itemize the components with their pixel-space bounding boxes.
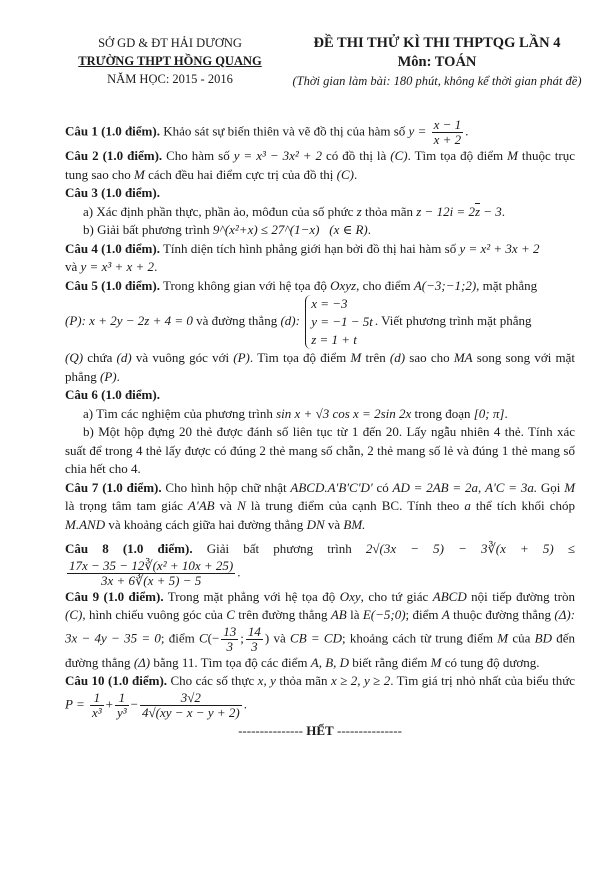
question-6a: a) Tìm các nghiệm của phương trình sin x + √3 cos x = 2sin 2x trong đoạn [0; π]. — [83, 405, 508, 421]
school-year: NĂM HỌC: 2015 - 2016 — [107, 72, 233, 86]
q5-line-system: x = −3 y = −1 − 5t z = 1 + t — [305, 295, 373, 349]
question-3b: b) Giải bất phương trình 9^(x²+x) ≤ 27^(1−x) (x ∈ R). — [83, 222, 372, 237]
question-9: Câu 9 (1.0 điểm). Trong mặt phẳng với hệ tọa độ Oxy, cho tứ giác ABCD nội tiếp đường tròn (C), hình chiếu vuông góc của C trên đường thẳng AB là E(−5;0); điểm A thuộc đường thẳng (Δ): 3x − 4y − 35 = 0; điểm C(− $\frac{13}{3}$ ; $\frac{14}{3}$ ) và CB = CD; khoảng cách từ trung điểm M của BD đến đường thẳng (Δ) bằng 11. Tìm tọa độ các điểm A, B, D biết rằng điểm M có tung độ dương. — [65, 588, 576, 670]
department: SỞ GD & ĐT HẢI DƯƠNG — [98, 36, 242, 50]
exam-body — [65, 118, 575, 740]
q9-frac-y: $\frac{14}{3}$ — [247, 623, 261, 654]
header-left — [60, 34, 280, 88]
q8-fraction: $\frac{\text{17x − 35 − 12∛(x² + 10x + 25)}}{3x + 6∛(x + 5) - 5}$ — [69, 557, 234, 588]
exam-title: ĐỀ THI THỬ KÌ THI THPTQG LẦN 4 — [313, 35, 561, 51]
question-8: Câu 8 (1.0 điểm). Giải bất phương trình 2√(3x − 5) − 3∛(x + 5) ≤ $\frac{\text{17x − 35 − 12∛(x² + 10x + 25)}}{3x + 6∛(x + 5) - 5}$ . — [65, 541, 575, 588]
question-1: Câu 1 (1.0 điểm). Khảo sát sự biến thiên và vẽ đồ thị của hàm số y = $\frac{x - 1}{x + 2}$ . — [65, 117, 469, 147]
question-6b: b) Một hộp đựng 20 thẻ được đánh số liên tục từ 1 đến 20. Lấy ngẫu nhiên 4 thẻ. Tính xác suất để trong 4 thẻ lấy được có đúng 2 thẻ mang số chẵn, 2 thẻ mang số lẻ và đúng 1 thẻ mang số chia hết cho 4. — [65, 424, 575, 476]
question-6: Câu 6 (1.0 điểm). — [65, 387, 160, 402]
question-10: Câu 10 (1.0 điểm). Cho các số thực x, y thỏa mãn x ≥ 2, y ≥ 2. Tìm giá trị nhỏ nhất của biểu thức P = $\frac{1}{\text{x³}}$ + $\frac{1}{\text{y³}}$ − $\frac{3√2}{4√(xy - x - y + 2)}$ . — [65, 673, 576, 720]
question-3a: a) Xác định phần thực, phần ảo, môđun của số phức z thỏa mãn $z - 12i = 2\overline{z} - 3$. — [83, 203, 506, 219]
exam-subject: Môn: TOÁN — [397, 54, 477, 70]
question-7: Câu 7 (1.0 điểm). Cho hình hộp chữ nhật ABCD.A'B'C'D' có AD = 2AB = 2a, A'C = 3a. Gọi M là trọng tâm tam giác A'AB và N là trung điểm của cạnh BC. Tính theo a thể tích khối chóp M.AND và khoảng cách giữa hai đường thẳng DN và BM. — [65, 479, 576, 532]
question-2: Câu 2 (1.0 điểm). Cho hàm số y = x³ − 3x² + 2 có đồ thị là (C). Tìm tọa độ điểm M thuộc trục tung sao cho M cách đều hai điểm cực trị của đồ thị (C). — [65, 148, 575, 182]
q10-frac-3: $\frac{3√2}{4√(xy - x - y + 2)}$ — [142, 689, 240, 720]
question-5: Câu 5 (1.0 điểm). Trong không gian với hệ tọa độ Oxyz, cho điểm A(−3;−1;2), mặt phẳng (P): x + 2y − 2z + 4 = 0 và đường thẳng (d): x = −3 y = −1 − 5t z = 1 + t. Viết phương trình mặt phẳng (Q) chứa (d) và vuông góc với (P). Tìm tọa độ điểm M trên (d) sao cho MA song song với mặt phẳng (P). — [65, 277, 576, 384]
school-name: TRƯỜNG THPT HỒNG QUANG — [78, 54, 262, 68]
question-3: Câu 3 (1.0 điểm). — [65, 185, 160, 200]
q9-frac-x: $\frac{13}{3}$ — [223, 623, 237, 654]
question-4: Câu 4 (1.0 điểm). Tính diện tích hình phẳng giới hạn bởi đồ thị hai hàm số y = x² + 3x + 2 và y = x³ + x + 2. — [65, 240, 540, 274]
time-note: (Thời gian làm bài: 180 phút, không kể thời gian phát đề) — [292, 74, 582, 88]
q10-frac-2: $\frac{1}{\text{y³}}$ — [117, 689, 127, 720]
header-right — [282, 34, 592, 91]
end-marker: --------------- HẾT --------------- — [238, 722, 402, 738]
q10-frac-1: $\frac{1}{\text{x³}}$ — [91, 689, 102, 720]
q1-fraction: $\frac{x - 1}{x + 2}$ — [433, 117, 462, 147]
